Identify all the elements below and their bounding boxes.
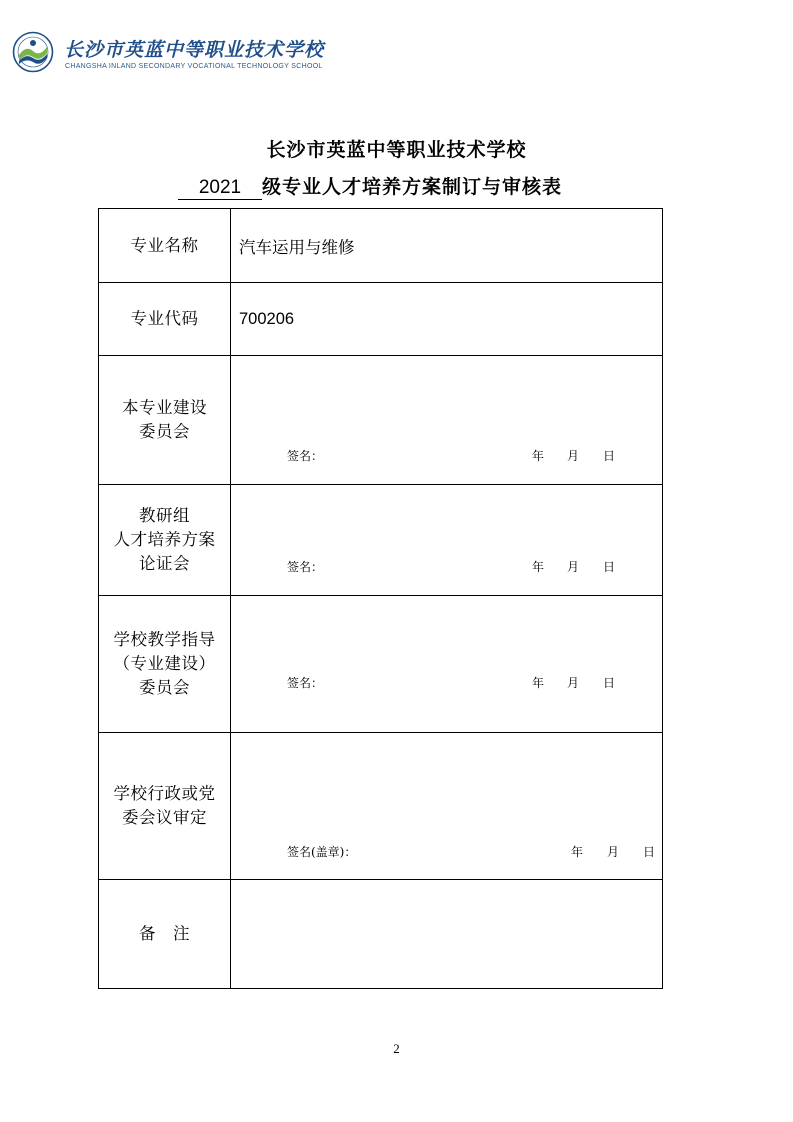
date-month-label: 月 <box>567 560 580 574</box>
label-line: 学校行政或党 <box>113 784 216 803</box>
committee-signature-cell <box>231 356 663 485</box>
major-name-value: 汽车运用与维修 <box>231 209 663 283</box>
remarks-value-cell <box>231 880 663 989</box>
date-day-label: 日 <box>603 449 616 463</box>
signature-label: 签名： <box>287 676 324 690</box>
date-day-label: 日 <box>603 560 616 574</box>
label-line: 学校教学指导 <box>113 630 216 649</box>
date-day-label: 日 <box>643 845 656 859</box>
signature-seal-label: 签名(盖章)： <box>287 845 357 859</box>
document-subtitle <box>178 172 562 200</box>
major-code-label: 专业代码 <box>99 283 231 356</box>
table-row-committee <box>99 356 663 485</box>
date-year-label: 年 <box>532 676 545 690</box>
document-title: 长沙市英蓝中等职业技术学校 <box>266 139 527 161</box>
date-month-label: 月 <box>567 449 580 463</box>
school-name-en: CHANGSHA INLAND SECONDARY VOCATIONAL TECHNOLOGY SCHOOL <box>65 63 323 70</box>
table-row-major-name <box>99 209 663 283</box>
date-year-label: 年 <box>571 845 584 859</box>
label-line: 人才培养方案 <box>113 530 216 549</box>
review-form-table <box>98 208 663 989</box>
major-code-value: 700206 <box>231 283 663 356</box>
table-row-administration <box>99 733 663 880</box>
table-row-remarks <box>99 880 663 989</box>
label-line: 论证会 <box>139 554 190 573</box>
teaching-group-signature-cell <box>231 485 663 596</box>
table-row-teaching-group <box>99 485 663 596</box>
date-year-label: 年 <box>532 560 545 574</box>
label-line: 教研组 <box>139 506 190 525</box>
guidance-committee-label <box>99 596 231 733</box>
table-row-major-code <box>99 283 663 356</box>
teaching-group-label <box>99 485 231 596</box>
signature-label: 签名： <box>287 560 324 574</box>
label-line: 委员会 <box>139 422 190 441</box>
date-month-label: 月 <box>567 676 580 690</box>
label-line: 本专业建设 <box>122 398 207 417</box>
major-name-label: 专业名称 <box>99 209 231 283</box>
year-field: 2021 <box>178 177 262 200</box>
date-year-label: 年 <box>532 449 545 463</box>
signature-label: 签名： <box>287 449 324 463</box>
label-line: 委会议审定 <box>122 808 207 827</box>
table-row-guidance-committee <box>99 596 663 733</box>
label-line: 委员会 <box>139 678 190 697</box>
administration-label <box>99 733 231 880</box>
subtitle-text: 级专业人才培养方案制订与审核表 <box>262 176 563 198</box>
school-name-cn: 长沙市英蓝中等职业技术学校 <box>64 39 325 61</box>
page-number: 2 <box>393 1041 400 1056</box>
label-line: （专业建设） <box>113 654 216 673</box>
school-logo-header <box>12 31 352 77</box>
date-day-label: 日 <box>603 676 616 690</box>
date-month-label: 月 <box>607 845 620 859</box>
remarks-label: 备 注 <box>99 880 231 989</box>
administration-signature-cell <box>231 733 663 880</box>
guidance-committee-signature-cell <box>231 596 663 733</box>
school-emblem-icon <box>12 31 58 77</box>
committee-label <box>99 356 231 485</box>
